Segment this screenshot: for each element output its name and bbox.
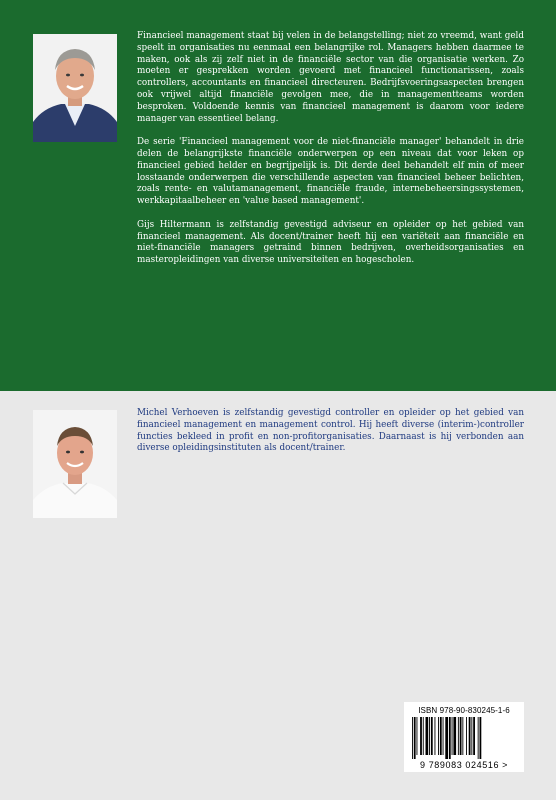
intro-paragraph: Financieel management staat bij velen in de belangstelling; niet zo vreemd, want geld speelt in organisaties nu eenmaal een belangrijke rol. Managers hebben daarmee te maken, ook als zij zelf niet in de financiële sector van die organisatie werken. Zo moeten er gesprekken worden gevoerd met financieel functionarissen, zoals controllers, accountants en financieel directeuren. Bedrijfsvoeringsaspecten brengen ook vrijwel altijd financiële gevolgen mee, die in managementteams worden besproken. Voldoende kennis van financieel management is daarom voor iedere manager van essentieel belang. [137,31,524,124]
barcode-digits: 9 789083 024516 > [419,760,509,770]
barcode-bar [466,717,467,755]
barcode-bar [423,717,424,755]
barcode-bar [429,717,430,755]
barcode-bar [473,717,475,755]
barcode-bar [435,717,436,755]
barcode-bar [453,717,456,755]
author-photo-michel-verhoeven [33,410,117,518]
barcode-bar [480,717,482,759]
barcode-bar [449,717,451,759]
barcode-bars [410,717,518,759]
barcode-bar [471,717,472,755]
barcode-bar [478,717,479,759]
bottom-text-block [137,408,524,455]
barcode-bar [469,717,471,755]
isbn-label: ISBN 978-90-830245-1-6 [418,706,510,715]
barcode-bar [431,717,433,755]
barcode-bar [462,717,463,755]
barcode-bar [452,717,453,755]
barcode-bar [426,717,429,755]
series-paragraph: De serie 'Financieel management voor de niet-financiële manager' behandelt in drie delen de belangrijkste financiële onderwerpen op een niveau dat voor leken op financieel gebied helder en begrijpelijk is. Dit derde deel behandelt elf min of meer losstaande onderwerpen die verschillende aspecten van financieel beheer belichten, zoals rente- en valutamanagement, financiële fraude, internebeheersingssystemen, werkkapitaalbeheer en 'value based management'. [137,137,524,207]
top-text-block [137,31,524,267]
barcode-bar [460,717,462,755]
barcode-bar [445,717,448,759]
barcode-bar [414,717,416,759]
barcode-bar [420,717,422,755]
isbn-barcode [404,702,524,772]
author-bio-michel: Michel Verhoeven is zelfstandig gevestigd controller en opleider op het gebied van financieel management en management control. Hij heeft diverse (interim-)controller functies bekleed in profit en non-profitorganisaties. Daarnaast is hij verbonden aan diverse opleidingsinstituten als docent/trainer. [137,408,524,454]
author-bio-gijs: Gijs Hiltermann is zelfstandig gevestigd adviseur en opleider op het gebied van financieel management. Als docent/trainer heeft hij een variëteit aan financiële en niet-financiële managers getraind binnen bedrijven, overheidsorganisaties en masteropleidingen van diverse universiteiten en hogescholen. [137,219,524,266]
barcode-bar [440,717,442,755]
barcode-bar [458,717,459,755]
barcode-bar [417,717,418,755]
barcode-bar [443,717,444,755]
author-photo-gijs-hiltermann [33,34,117,142]
barcode-bar [438,717,439,755]
barcode-bar [412,717,413,759]
